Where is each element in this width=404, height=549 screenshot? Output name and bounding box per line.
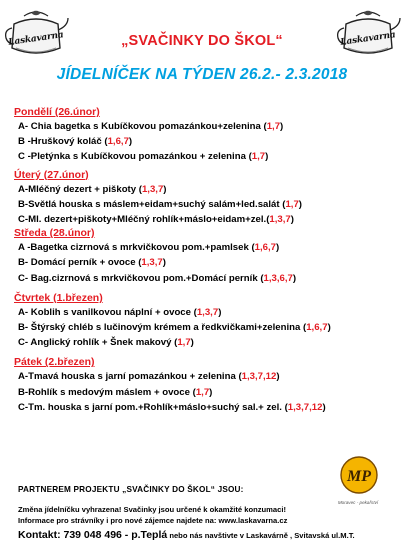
allergens: 1,3,7,12	[241, 371, 277, 383]
menu-item: C- Anglický rohlík + Šnek makový (1,7)	[18, 337, 194, 349]
day-wednesday	[14, 227, 394, 286]
menu-item: B-Světlá houska s máslem+eidam+suchý salám+led.salát (1,7)	[18, 198, 302, 210]
menu-item: C-Tm. houska s jarní pom.+Rohlík+máslo+suchý sal.+ zel. (1,3,7,12)	[18, 401, 326, 413]
contact-address: nebo nás navštivte v Laskavárně , Svitavská ul.M.T.	[167, 531, 355, 540]
day-title: Úterý (27.únor)	[14, 168, 89, 181]
contact-label: Kontakt:	[18, 529, 64, 541]
menu-item: A-Mléčný dezert + piškoty (1,3,7)	[18, 183, 167, 195]
menu-item: C -Pletýnka s Kubíčkovou pomazánkou + zelenina (1,7)	[18, 151, 269, 163]
allergens: 1,3,7	[141, 257, 163, 269]
menu-item: A- Koblih s vanilkovou náplní + ovoce (1,3,7)	[18, 306, 222, 318]
page-title: „SVAČINKY DO ŠKOL“	[121, 33, 283, 49]
footer-contact	[18, 530, 355, 541]
logo-text: Laskavarna	[7, 30, 65, 48]
logo-caption: Moravec - pekařství	[337, 500, 379, 505]
footer-notice: Změna jídelníčku vyhrazena! Svačinky jsou určené k okamžité konzumaci!	[18, 505, 286, 514]
partner-text: PARTNEREM PROJEKTU „SVAČINKY DO ŠKOL“ JSOU:	[18, 485, 244, 494]
weekly-menu	[14, 106, 394, 415]
day-title: Pondělí (26.únor)	[14, 106, 100, 118]
allergens: 1,6,7	[254, 242, 276, 254]
day-monday	[14, 106, 394, 165]
allergens: 1,3,7	[196, 306, 219, 318]
allergens: 1,6,7	[306, 322, 328, 334]
allergens: 1,3,7	[141, 183, 164, 195]
day-friday	[14, 356, 394, 415]
day-title: Čtvrtek (1.březen)	[14, 291, 103, 304]
menu-item: C- Bag.cizrnová s mrkvičkovou pom.+Domácí perník (1,3,6,7)	[18, 272, 297, 284]
allergens: 1,3,6,7	[263, 272, 293, 284]
footer-info: Informace pro strávníky i pro nové zájemce najdete na: www.laskavarna.cz	[18, 516, 288, 525]
allergens: 1,7	[195, 386, 210, 398]
logo-text: MP	[347, 468, 371, 485]
day-title: Pátek (2.březen)	[14, 356, 95, 369]
menu-item: B- Štýrský chléb s lučinovým krémem a ředkvičkami+zelenina (1,6,7)	[18, 322, 331, 334]
contact-phone: 739 048 496 - p.Teplá	[63, 529, 168, 541]
allergens: 1,7	[285, 198, 299, 210]
logo-text: Laskavarna	[339, 30, 397, 48]
allergens: 1,7	[266, 121, 281, 132]
menu-item: A -Bagetka cizrnová s mrkvičkovou pom.+pamlsek (1,6,7)	[18, 242, 280, 254]
menu-item: A- Chia bagetka s Kubíčkovou pomazánkou+zelenina (1,7)	[18, 121, 284, 132]
allergens: 1,6,7	[107, 136, 129, 148]
laskavarna-logo-left	[2, 4, 70, 60]
day-thursday	[14, 292, 394, 351]
moravec-bakery-logo	[339, 455, 379, 499]
menu-item: B-Rohlík s medovým máslem + ovoce (1,7)	[18, 386, 213, 398]
allergens: 1,3,7,12	[287, 401, 323, 413]
allergens: 1,7	[251, 151, 266, 163]
menu-item: B- Domácí perník + ovoce (1,3,7)	[18, 257, 166, 269]
day-title: Středa (28.únor)	[14, 227, 95, 240]
day-tuesday	[14, 169, 394, 228]
menu-week-subtitle: JÍDELNÍČEK NA TÝDEN 26.2.- 2.3.2018	[56, 66, 348, 83]
allergens: 1,7	[177, 337, 191, 349]
menu-item: C-Ml. dezert+piškoty+Mléčný rohlík+máslo+eidam+zel.(1,3,7)	[18, 214, 294, 226]
menu-item: B -Hruškový koláč (1,6,7)	[18, 136, 133, 148]
laskavarna-logo-right	[334, 4, 402, 60]
menu-item: A-Tmavá houska s jarní pomazánkou + zelenina (1,3,7,12)	[18, 371, 280, 383]
allergens: 1,3,7	[269, 214, 291, 226]
